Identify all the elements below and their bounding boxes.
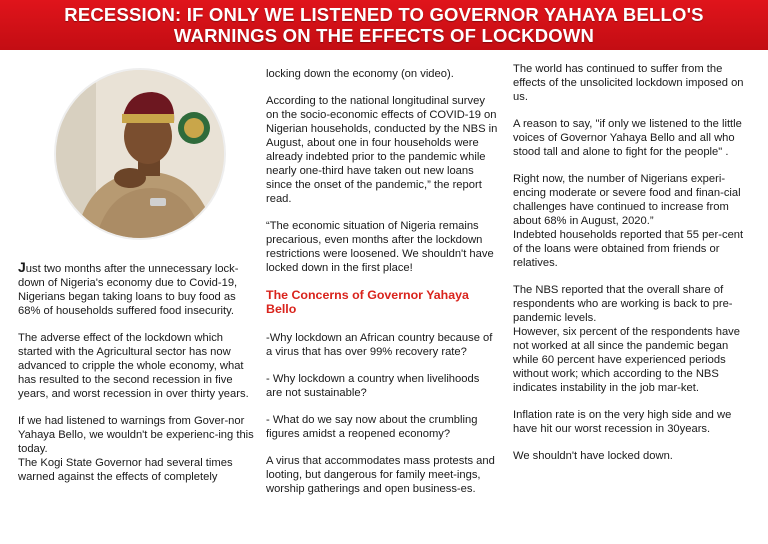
col1-paragraph-1 — [18, 260, 254, 318]
column-1 — [18, 62, 254, 497]
headline-banner — [0, 0, 768, 50]
col2-question-2: - Why lockdown a country when livelihoods are not sustainable? — [266, 373, 480, 399]
col2-paragraph-1: locking down the economy (on video). — [266, 68, 454, 80]
headline-line-2: WARNINGS ON THE EFFECTS OF LOCKDOWN — [173, 25, 595, 46]
section-heading-concerns: The Concerns of Governor Yahaya Bello — [266, 288, 469, 316]
col3-paragraph-5: The NBS reported that the overall share of respondents who are working is back to pre-pandemic levels. — [513, 284, 733, 324]
governor-portrait-photo — [56, 70, 224, 238]
col3-paragraph-8: We shouldn't have locked down. — [513, 450, 673, 462]
col3-paragraph-6: However, six percent of the respondents have not worked at all since the pandemic began while 60 percent have experienced periods without work; which according to the NBS indicates instability in the job mar-ket. — [513, 326, 740, 394]
portrait-illustration — [56, 70, 224, 238]
col2-paragraph-4: A virus that accommodates mass protests and looting, but dangerous for family meet-ings, worship gatherings and open business-es. — [266, 455, 495, 495]
col3-paragraph-4: Indebted households reported that 55 per-cent of the loans were obtained from friends or relatives. — [513, 229, 744, 269]
column-3 — [513, 62, 753, 476]
headline-line-1: RECESSION: IF ONLY WE LISTENED TO GOVERNOR YAHAYA BELLO'S — [64, 4, 704, 25]
col1-paragraph-2: The adverse effect of the lockdown which started with the Agricultural sector has now advanced to cripple the whole economy, what has resulted to the second recession in five years, and worst recession in over thirty years. — [18, 332, 249, 400]
col2-question-1: -Why lockdown an African country because of a virus that has over 99% recovery rate? — [266, 332, 493, 358]
drop-cap: J — [18, 259, 26, 275]
col2-paragraph-3: “The economic situation of Nigeria remains precarious, even months after the lockdown restrictions were loosened. We shouldn't have locked down in the first place! — [266, 220, 494, 274]
col1-paragraph-3: If we had listened to warnings from Gover-nor Yahaya Bello, we wouldn't be experienc-ing this today. — [18, 415, 254, 455]
col1-paragraph-4: The Kogi State Governor had several times warned against the effects of completely — [18, 457, 233, 483]
column-2 — [266, 67, 498, 509]
col1-paragraph-1-text: ust two months after the unnecessary lock-down of Nigeria's economy due to Covid-19, Nigerians began taking loans to buy food as 68% of households suffered food insecurity. — [18, 263, 239, 317]
col2-paragraph-2: According to the national longitudinal survey on the socio-economic effects of COVID-19 on Nigerian households, conducted by the NBS in August, about one in four households were already indebted prior to the pandemic while nearly one-third have taken out new loans since the onset of the pandemic,” the report read. — [266, 95, 498, 205]
col3-paragraph-1: The world has continued to suffer from the effects of the unsolicited lockdown imposed on us. — [513, 63, 744, 103]
col2-question-3: - What do we say now about the crumbling figures amidst a reopened economy? — [266, 414, 478, 440]
col3-paragraph-7: Inflation rate is on the very high side and we have hit our worst recession in 30years. — [513, 409, 732, 435]
col3-paragraph-3: Right now, the number of Nigerians experi-encing moderate or severe food and finan-cial challenges have continued to increase from about 68% in August, 2020.” — [513, 173, 741, 227]
col3-paragraph-2: A reason to say, "if only we listened to the little voices of Governor Yahaya Bello and all who stood tall and alone to fight for the people" . — [513, 118, 742, 158]
